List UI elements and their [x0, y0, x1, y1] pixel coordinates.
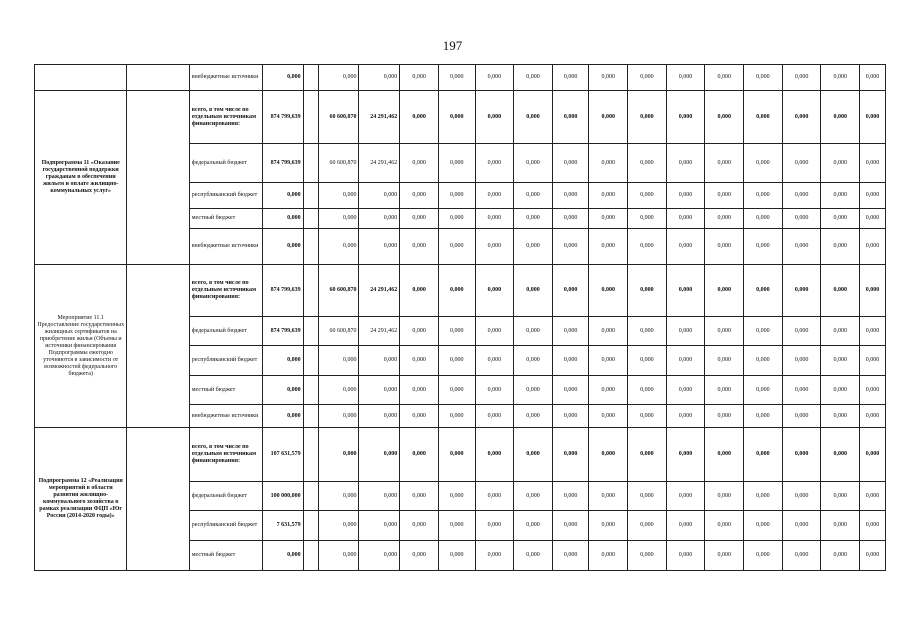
year-amount-cell: 0,000 [475, 65, 514, 91]
year-amount-cell: 0,000 [514, 428, 553, 482]
year-amount-cell: 0,000 [318, 346, 359, 376]
year-amount-cell: 0,000 [705, 428, 744, 482]
blank-cell [303, 183, 318, 209]
year-amount-cell: 0,000 [438, 317, 475, 346]
year-amount-cell: 0,000 [438, 482, 475, 511]
year-amount-cell: 0,000 [705, 317, 744, 346]
year-amount-cell: 0,000 [400, 428, 439, 482]
year-amount-cell: 0,000 [744, 511, 783, 541]
year-amount-cell: 0,000 [744, 183, 783, 209]
year-amount-cell: 0,000 [744, 428, 783, 482]
year-amount-cell: 0,000 [475, 346, 514, 376]
blank-cell [303, 229, 318, 265]
year-amount-cell: 0,000 [552, 428, 589, 482]
year-amount-cell: 0,000 [552, 376, 589, 405]
year-amount-cell: 0,000 [589, 265, 628, 317]
year-amount-cell: 0,000 [821, 482, 860, 511]
funding-source-cell: местный бюджет [189, 209, 262, 229]
funding-source-cell: республиканский бюджет [189, 511, 262, 541]
year-amount-cell: 0,000 [318, 376, 359, 405]
year-amount-cell: 0,000 [821, 144, 860, 183]
year-amount-cell: 0,000 [514, 209, 553, 229]
year-amount-cell: 0,000 [589, 91, 628, 144]
year-amount-cell: 0,000 [552, 183, 589, 209]
year-amount-cell: 0,000 [514, 91, 553, 144]
year-amount-cell: 0,000 [860, 405, 886, 428]
total-amount-cell: 874 799,639 [262, 317, 303, 346]
year-amount-cell: 0,000 [589, 346, 628, 376]
year-amount-cell: 0,000 [860, 376, 886, 405]
year-amount-cell: 0,000 [744, 346, 783, 376]
funding-source-cell: федеральный бюджет [189, 317, 262, 346]
year-amount-cell: 0,000 [400, 482, 439, 511]
total-amount-cell: 0,000 [262, 346, 303, 376]
year-amount-cell: 0,000 [744, 209, 783, 229]
year-amount-cell: 0,000 [438, 144, 475, 183]
year-amount-cell: 0,000 [628, 65, 667, 91]
year-amount-cell: 0,000 [744, 405, 783, 428]
year-amount-cell: 0,000 [552, 144, 589, 183]
year-amount-cell: 0,000 [552, 405, 589, 428]
year-amount-cell: 0,000 [318, 183, 359, 209]
executor-cell [127, 265, 189, 428]
year-amount-cell: 0,000 [860, 183, 886, 209]
year-amount-cell: 0,000 [744, 144, 783, 183]
year-amount-cell: 0,000 [438, 209, 475, 229]
page-number: 197 [442, 38, 463, 53]
blank-cell [303, 209, 318, 229]
year-amount-cell: 0,000 [705, 482, 744, 511]
year-amount-cell: 0,000 [400, 541, 439, 571]
year-amount-cell: 0,000 [400, 65, 439, 91]
year-amount-cell: 0,000 [666, 317, 705, 346]
year-amount-cell: 0,000 [400, 144, 439, 183]
year-amount-cell: 0,000 [475, 405, 514, 428]
year-amount-cell: 0,000 [400, 91, 439, 144]
year-amount-cell: 0,000 [705, 346, 744, 376]
year-amount-cell: 0,000 [589, 229, 628, 265]
year-amount-cell: 0,000 [359, 346, 400, 376]
year-amount-cell: 0,000 [438, 346, 475, 376]
year-amount-cell: 60 600,870 [318, 265, 359, 317]
year-amount-cell: 0,000 [514, 144, 553, 183]
executor-cell [127, 428, 189, 571]
funding-source-cell: всего, в том числе по отдельным источникам финансирования: [189, 265, 262, 317]
year-amount-cell: 0,000 [666, 511, 705, 541]
blank-cell [303, 91, 318, 144]
year-amount-cell: 0,000 [666, 405, 705, 428]
year-amount-cell: 0,000 [400, 346, 439, 376]
year-amount-cell: 0,000 [860, 541, 886, 571]
year-amount-cell: 0,000 [860, 511, 886, 541]
executor-cell-empty [127, 65, 189, 91]
blank-cell [303, 317, 318, 346]
executor-cell [127, 91, 189, 265]
year-amount-cell: 0,000 [821, 376, 860, 405]
year-amount-cell: 0,000 [705, 209, 744, 229]
year-amount-cell: 0,000 [821, 511, 860, 541]
year-amount-cell: 60 600,870 [318, 144, 359, 183]
year-amount-cell: 0,000 [628, 265, 667, 317]
year-amount-cell: 0,000 [782, 428, 821, 482]
year-amount-cell: 0,000 [318, 482, 359, 511]
year-amount-cell: 0,000 [782, 405, 821, 428]
year-amount-cell: 0,000 [821, 265, 860, 317]
total-amount-cell: 874 799,639 [262, 265, 303, 317]
total-amount-cell: 0,000 [262, 65, 303, 91]
year-amount-cell: 0,000 [589, 511, 628, 541]
year-amount-cell: 0,000 [666, 482, 705, 511]
year-amount-cell: 0,000 [744, 91, 783, 144]
blank-cell [303, 65, 318, 91]
year-amount-cell: 0,000 [782, 265, 821, 317]
funding-source-cell: внебюджетные источники [189, 65, 262, 91]
year-amount-cell: 0,000 [514, 482, 553, 511]
year-amount-cell: 0,000 [666, 209, 705, 229]
year-amount-cell: 0,000 [705, 541, 744, 571]
year-amount-cell: 0,000 [438, 405, 475, 428]
year-amount-cell: 0,000 [475, 511, 514, 541]
year-amount-cell: 0,000 [552, 317, 589, 346]
blank-cell [303, 144, 318, 183]
year-amount-cell: 0,000 [744, 482, 783, 511]
year-amount-cell: 0,000 [705, 265, 744, 317]
total-amount-cell: 0,000 [262, 405, 303, 428]
year-amount-cell: 0,000 [628, 91, 667, 144]
blank-cell [303, 265, 318, 317]
total-amount-cell: 874 799,639 [262, 91, 303, 144]
year-amount-cell: 0,000 [628, 229, 667, 265]
funding-source-cell: всего, в том числе по отдельным источникам финансирования: [189, 91, 262, 144]
year-amount-cell: 0,000 [589, 376, 628, 405]
year-amount-cell: 0,000 [705, 376, 744, 405]
year-amount-cell: 0,000 [589, 209, 628, 229]
year-amount-cell: 0,000 [514, 346, 553, 376]
year-amount-cell: 0,000 [552, 209, 589, 229]
total-amount-cell: 0,000 [262, 541, 303, 571]
year-amount-cell: 0,000 [860, 265, 886, 317]
year-amount-cell: 0,000 [628, 144, 667, 183]
funding-source-cell: внебюджетные источники [189, 229, 262, 265]
year-amount-cell: 0,000 [359, 183, 400, 209]
year-amount-cell: 0,000 [860, 482, 886, 511]
year-amount-cell: 0,000 [359, 376, 400, 405]
year-amount-cell: 0,000 [705, 65, 744, 91]
year-amount-cell: 0,000 [589, 65, 628, 91]
total-amount-cell: 100 000,000 [262, 482, 303, 511]
year-amount-cell: 0,000 [438, 65, 475, 91]
year-amount-cell: 0,000 [438, 91, 475, 144]
year-amount-cell: 0,000 [628, 209, 667, 229]
year-amount-cell: 60 600,870 [318, 91, 359, 144]
year-amount-cell: 0,000 [400, 317, 439, 346]
total-amount-cell: 0,000 [262, 229, 303, 265]
program-name-cell: Мероприятие 11.1 Предоставление государственных жилищных сертификатов на приобретение жилья (Объемы и источники финансирования Подпрограммы ежегодно уточняются в зависимости от возможностей федерального бюджета) [35, 265, 127, 428]
year-amount-cell: 0,000 [666, 428, 705, 482]
year-amount-cell: 0,000 [666, 541, 705, 571]
year-amount-cell: 0,000 [744, 376, 783, 405]
year-amount-cell: 0,000 [628, 428, 667, 482]
year-amount-cell: 0,000 [821, 65, 860, 91]
year-amount-cell: 0,000 [666, 144, 705, 183]
year-amount-cell: 0,000 [475, 144, 514, 183]
year-amount-cell: 0,000 [359, 482, 400, 511]
year-amount-cell: 0,000 [514, 405, 553, 428]
year-amount-cell: 0,000 [744, 229, 783, 265]
year-amount-cell: 0,000 [400, 405, 439, 428]
year-amount-cell: 0,000 [782, 229, 821, 265]
year-amount-cell: 0,000 [628, 376, 667, 405]
year-amount-cell: 0,000 [552, 346, 589, 376]
blank-cell [303, 482, 318, 511]
year-amount-cell: 0,000 [359, 541, 400, 571]
funding-source-cell: всего, в том числе по отдельным источникам финансирования: [189, 428, 262, 482]
program-name-cell: Подпрограмма 11 «Оказание государственной поддержки гражданам в обеспечении жильем и оплате жилищно-коммунальных услуг» [35, 91, 127, 265]
year-amount-cell: 0,000 [782, 482, 821, 511]
funding-source-cell: федеральный бюджет [189, 482, 262, 511]
table-row [35, 428, 886, 482]
year-amount-cell: 0,000 [705, 511, 744, 541]
year-amount-cell: 0,000 [782, 209, 821, 229]
year-amount-cell: 0,000 [318, 229, 359, 265]
year-amount-cell: 0,000 [589, 482, 628, 511]
year-amount-cell: 0,000 [782, 511, 821, 541]
year-amount-cell: 0,000 [782, 346, 821, 376]
year-amount-cell: 0,000 [666, 65, 705, 91]
total-amount-cell: 874 799,639 [262, 144, 303, 183]
year-amount-cell: 0,000 [821, 91, 860, 144]
table-row [35, 91, 886, 144]
year-amount-cell: 0,000 [666, 376, 705, 405]
year-amount-cell: 0,000 [821, 229, 860, 265]
year-amount-cell: 0,000 [552, 511, 589, 541]
year-amount-cell: 0,000 [666, 183, 705, 209]
year-amount-cell: 0,000 [359, 428, 400, 482]
year-amount-cell: 0,000 [359, 65, 400, 91]
year-amount-cell: 0,000 [475, 428, 514, 482]
funding-source-cell: республиканский бюджет [189, 346, 262, 376]
year-amount-cell: 0,000 [400, 229, 439, 265]
year-amount-cell: 0,000 [552, 229, 589, 265]
year-amount-cell: 0,000 [821, 541, 860, 571]
year-amount-cell: 0,000 [821, 405, 860, 428]
year-amount-cell: 0,000 [666, 229, 705, 265]
year-amount-cell: 0,000 [589, 541, 628, 571]
year-amount-cell: 0,000 [821, 183, 860, 209]
year-amount-cell: 0,000 [318, 209, 359, 229]
year-amount-cell: 0,000 [475, 376, 514, 405]
year-amount-cell: 0,000 [744, 65, 783, 91]
year-amount-cell: 0,000 [782, 144, 821, 183]
year-amount-cell: 0,000 [552, 541, 589, 571]
table-row [35, 265, 886, 317]
year-amount-cell: 0,000 [475, 91, 514, 144]
year-amount-cell: 0,000 [552, 65, 589, 91]
year-amount-cell: 0,000 [359, 511, 400, 541]
funding-source-cell: местный бюджет [189, 541, 262, 571]
year-amount-cell: 0,000 [744, 541, 783, 571]
year-amount-cell: 0,000 [705, 229, 744, 265]
year-amount-cell: 0,000 [628, 405, 667, 428]
year-amount-cell: 0,000 [438, 183, 475, 209]
year-amount-cell: 0,000 [821, 346, 860, 376]
year-amount-cell: 0,000 [438, 229, 475, 265]
year-amount-cell: 0,000 [475, 229, 514, 265]
year-amount-cell: 0,000 [400, 376, 439, 405]
year-amount-cell: 24 291,462 [359, 265, 400, 317]
year-amount-cell: 0,000 [628, 317, 667, 346]
year-amount-cell: 0,000 [318, 511, 359, 541]
year-amount-cell: 0,000 [438, 541, 475, 571]
year-amount-cell: 0,000 [552, 265, 589, 317]
year-amount-cell: 0,000 [475, 183, 514, 209]
year-amount-cell: 0,000 [514, 541, 553, 571]
year-amount-cell: 60 600,870 [318, 317, 359, 346]
year-amount-cell: 0,000 [705, 183, 744, 209]
year-amount-cell: 0,000 [359, 229, 400, 265]
total-amount-cell: 107 631,579 [262, 428, 303, 482]
year-amount-cell: 0,000 [860, 91, 886, 144]
total-amount-cell: 0,000 [262, 376, 303, 405]
year-amount-cell: 0,000 [782, 376, 821, 405]
year-amount-cell: 0,000 [860, 209, 886, 229]
funding-source-cell: федеральный бюджет [189, 144, 262, 183]
year-amount-cell: 0,000 [318, 405, 359, 428]
blank-cell [303, 541, 318, 571]
blank-cell [303, 511, 318, 541]
year-amount-cell: 0,000 [782, 65, 821, 91]
year-amount-cell: 0,000 [514, 376, 553, 405]
total-amount-cell: 7 631,579 [262, 511, 303, 541]
year-amount-cell: 0,000 [359, 209, 400, 229]
year-amount-cell: 0,000 [438, 511, 475, 541]
year-amount-cell: 0,000 [318, 65, 359, 91]
year-amount-cell: 0,000 [782, 317, 821, 346]
budget-table [34, 64, 886, 571]
year-amount-cell: 0,000 [821, 209, 860, 229]
year-amount-cell: 0,000 [705, 405, 744, 428]
year-amount-cell: 0,000 [514, 317, 553, 346]
year-amount-cell: 0,000 [589, 144, 628, 183]
year-amount-cell: 0,000 [514, 511, 553, 541]
year-amount-cell: 0,000 [552, 482, 589, 511]
year-amount-cell: 0,000 [589, 428, 628, 482]
funding-source-cell: республиканский бюджет [189, 183, 262, 209]
year-amount-cell: 0,000 [705, 144, 744, 183]
year-amount-cell: 0,000 [860, 428, 886, 482]
year-amount-cell: 0,000 [514, 65, 553, 91]
year-amount-cell: 0,000 [744, 265, 783, 317]
year-amount-cell: 0,000 [860, 144, 886, 183]
table-row [35, 65, 886, 91]
year-amount-cell: 0,000 [666, 346, 705, 376]
year-amount-cell: 0,000 [475, 209, 514, 229]
year-amount-cell: 0,000 [860, 346, 886, 376]
year-amount-cell: 24 291,462 [359, 91, 400, 144]
year-amount-cell: 0,000 [628, 541, 667, 571]
blank-cell [303, 376, 318, 405]
year-amount-cell: 0,000 [666, 91, 705, 144]
year-amount-cell: 0,000 [860, 65, 886, 91]
year-amount-cell: 0,000 [628, 482, 667, 511]
year-amount-cell: 0,000 [589, 317, 628, 346]
blank-cell [303, 405, 318, 428]
year-amount-cell: 0,000 [400, 265, 439, 317]
year-amount-cell: 0,000 [860, 317, 886, 346]
year-amount-cell: 0,000 [514, 265, 553, 317]
year-amount-cell: 0,000 [744, 317, 783, 346]
year-amount-cell: 24 291,462 [359, 317, 400, 346]
year-amount-cell: 0,000 [400, 511, 439, 541]
year-amount-cell: 0,000 [666, 265, 705, 317]
year-amount-cell: 0,000 [475, 541, 514, 571]
year-amount-cell: 0,000 [821, 317, 860, 346]
blank-cell [303, 428, 318, 482]
name-cell-empty [35, 65, 127, 91]
year-amount-cell: 0,000 [628, 346, 667, 376]
blank-cell [303, 346, 318, 376]
year-amount-cell: 0,000 [782, 91, 821, 144]
year-amount-cell: 0,000 [782, 183, 821, 209]
year-amount-cell: 0,000 [318, 428, 359, 482]
program-name-cell: Подпрограмма 12 «Реализация мероприятий в области развития жилищно-коммунального хозяйства в рамках реализации ФЦП «Юг России (2014-2020 годы)» [35, 428, 127, 571]
year-amount-cell: 0,000 [628, 183, 667, 209]
year-amount-cell: 0,000 [400, 209, 439, 229]
year-amount-cell: 0,000 [438, 265, 475, 317]
year-amount-cell: 24 291,462 [359, 144, 400, 183]
year-amount-cell: 0,000 [552, 91, 589, 144]
year-amount-cell: 0,000 [438, 376, 475, 405]
total-amount-cell: 0,000 [262, 183, 303, 209]
year-amount-cell: 0,000 [705, 91, 744, 144]
year-amount-cell: 0,000 [589, 405, 628, 428]
year-amount-cell: 0,000 [589, 183, 628, 209]
year-amount-cell: 0,000 [475, 317, 514, 346]
year-amount-cell: 0,000 [318, 541, 359, 571]
year-amount-cell: 0,000 [514, 229, 553, 265]
funding-source-cell: местный бюджет [189, 376, 262, 405]
year-amount-cell: 0,000 [475, 265, 514, 317]
year-amount-cell: 0,000 [438, 428, 475, 482]
year-amount-cell: 0,000 [821, 428, 860, 482]
year-amount-cell: 0,000 [475, 482, 514, 511]
funding-source-cell: внебюджетные источники [189, 405, 262, 428]
total-amount-cell: 0,000 [262, 209, 303, 229]
year-amount-cell: 0,000 [514, 183, 553, 209]
year-amount-cell: 0,000 [359, 405, 400, 428]
year-amount-cell: 0,000 [860, 229, 886, 265]
year-amount-cell: 0,000 [782, 541, 821, 571]
year-amount-cell: 0,000 [628, 511, 667, 541]
year-amount-cell: 0,000 [400, 183, 439, 209]
